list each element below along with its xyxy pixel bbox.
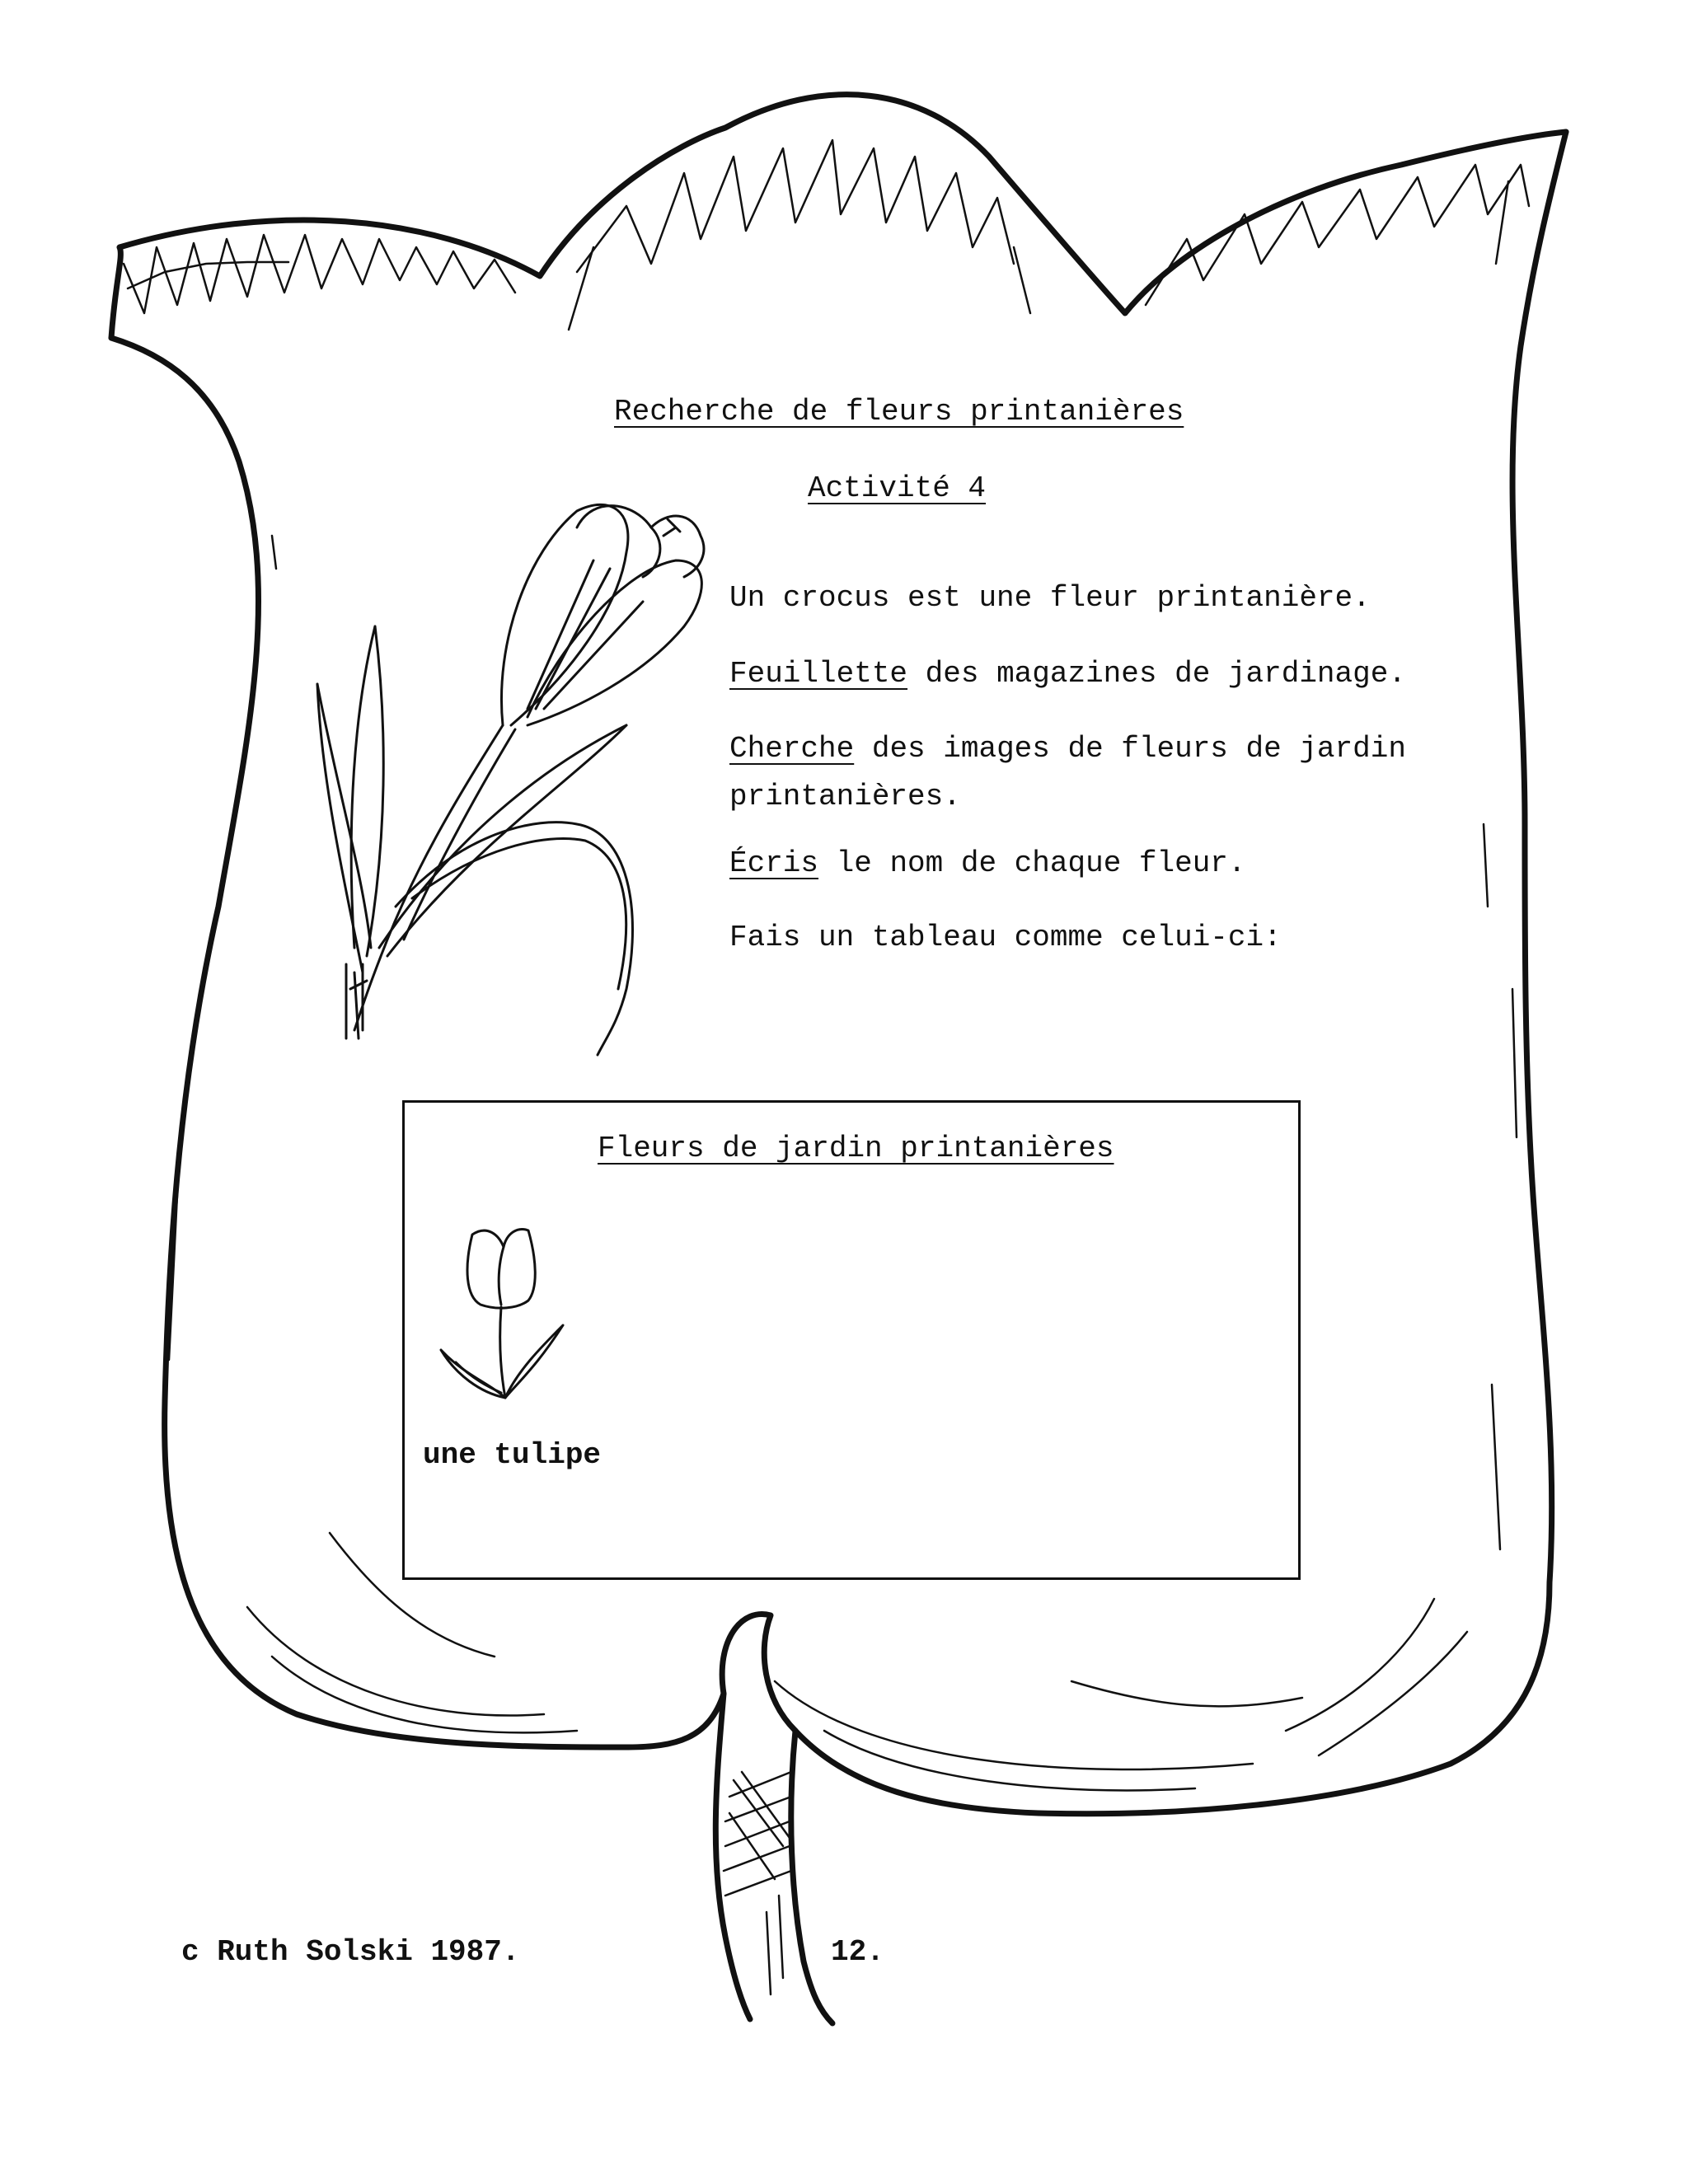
example-table: [402, 1100, 1301, 1580]
tulip-stem: [715, 1694, 750, 2019]
instruction-line-1: Un crocus est une fleur printanière.: [729, 581, 1371, 615]
copyright-footer: c Ruth Solski 1987.: [181, 1935, 520, 1969]
instruction-line-2-rest: des magazines de jardinage.: [907, 657, 1406, 691]
crocus-icon: [317, 504, 704, 1055]
table-title: Fleurs de jardin printanières: [598, 1132, 1114, 1165]
activity-number: Activité 4: [808, 471, 987, 505]
instruction-line-4: [729, 841, 1471, 887]
page-number: 12.: [831, 1935, 884, 1969]
tulip-icon: [439, 1218, 579, 1408]
instruction-verb-feuillette: Feuillette: [729, 657, 908, 691]
instruction-line-3: [729, 725, 1471, 821]
tulip-label: une tulipe: [423, 1438, 602, 1472]
instruction-line-3-rest: des images de fleurs de jardin printanières.: [729, 732, 1406, 813]
instruction-line-2: [729, 651, 1471, 697]
instruction-verb-ecris: Écris: [729, 846, 819, 880]
page-title: Recherche de fleurs printanières: [614, 395, 1184, 429]
instruction-line-4-rest: le nom de chaque fleur.: [818, 846, 1246, 880]
instruction-verb-cherche: Cherche: [729, 732, 855, 766]
instruction-line-5: Fais un tableau comme celui-ci:: [729, 921, 1282, 954]
